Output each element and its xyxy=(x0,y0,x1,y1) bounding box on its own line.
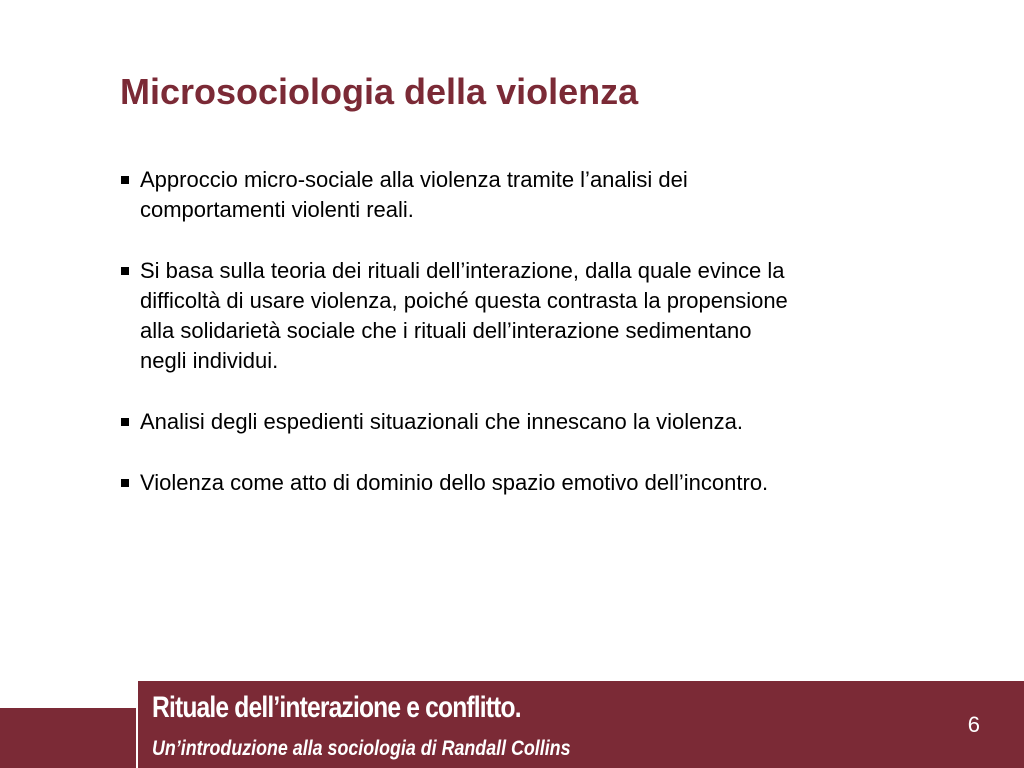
square-bullet-icon xyxy=(121,418,129,426)
bullet-item xyxy=(120,256,800,376)
square-bullet-icon xyxy=(121,176,129,184)
bullet-text: Approccio micro-sociale alla violenza tramite l’analisi dei comportamenti violenti reali. xyxy=(140,167,688,222)
square-bullet-icon xyxy=(121,267,129,275)
page-number: 6 xyxy=(967,712,980,737)
footer-subtitle: Un’introduzione alla sociologia di Randall Collins xyxy=(152,737,571,760)
slide-title: Microsociologia della violenza xyxy=(120,71,639,112)
footer-band xyxy=(138,681,1024,768)
square-bullet-icon xyxy=(121,479,129,487)
bullet-text: Violenza come atto di dominio dello spazio emotivo dell’incontro. xyxy=(140,470,769,495)
bullet-item xyxy=(120,165,800,225)
footer-title: Rituale dell’interazione e conflitto. xyxy=(152,691,521,724)
bullet-list xyxy=(120,165,800,529)
bullet-text: Si basa sulla teoria dei rituali dell’interazione, dalla quale evince la difficoltà di usare violenza, poiché questa contrasta la propensione alla solidarietà sociale che i rituali dell’interazione sedimentano negli individui. xyxy=(140,258,788,373)
bullet-text: Analisi degli espedienti situazionali che innescano la violenza. xyxy=(140,409,743,434)
bullet-item xyxy=(120,468,800,498)
bullet-item xyxy=(120,407,800,437)
footer-accent-strip xyxy=(0,708,136,768)
